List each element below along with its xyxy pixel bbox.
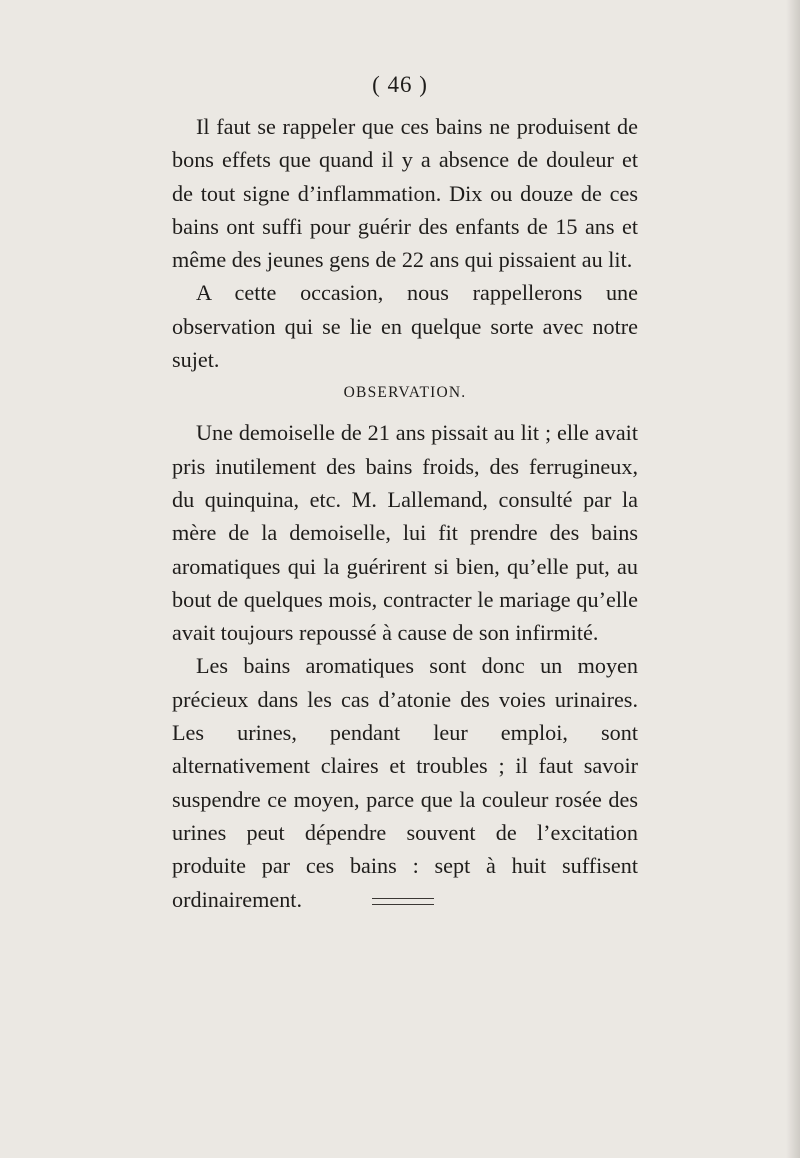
paragraph-observation: Une demoiselle de 21 ans pissait au lit ; elle avait pris inutilement des bains froids, des ferrugineux, du quinquina, etc. M. Lallemand, consulté par la mère de la demoiselle, lui fit prendre des bains aromatiques qui la guérirent si bien, qu’elle put, au bout de quelques mois, contracter le mariage qu’elle avait toujours repoussé à cause de son infirmité.: [172, 420, 638, 646]
paragraph-occasion: A cette occasion, nous rappellerons une observation qui se lie en quelque sorte avec notre sujet.: [172, 280, 638, 373]
paragraph-bains-aromatiques: Les bains aromatiques sont donc un moyen précieux dans les cas d’atonie des voies urinaires. Les urines, pendant leur emploi, sont alternativement claires et troubles ; il faut savoir suspendre ce moyen, parce que la couleur rosée des urines peut dépendre souvent de l’excitation produite par ces bains : sept à huit suffisent ordinairement.: [172, 653, 638, 912]
section-heading-observation: OBSERVATION.: [343, 384, 467, 402]
page-edge-shadow: [786, 0, 800, 1158]
text-body: [172, 110, 638, 916]
paragraph-bains-effets: Il faut se rappeler que ces bains ne produisent de bons effets que quand il y a absence de douleur et de tout signe d’inflammation. Dix ou douze de ces bains ont suffi pour guérir des enfants de 15 ans et même des jeunes gens de 22 ans qui pissaient au lit.: [172, 114, 638, 273]
end-rule-divider: [372, 898, 434, 905]
page-number: ( 46 ): [372, 72, 428, 97]
